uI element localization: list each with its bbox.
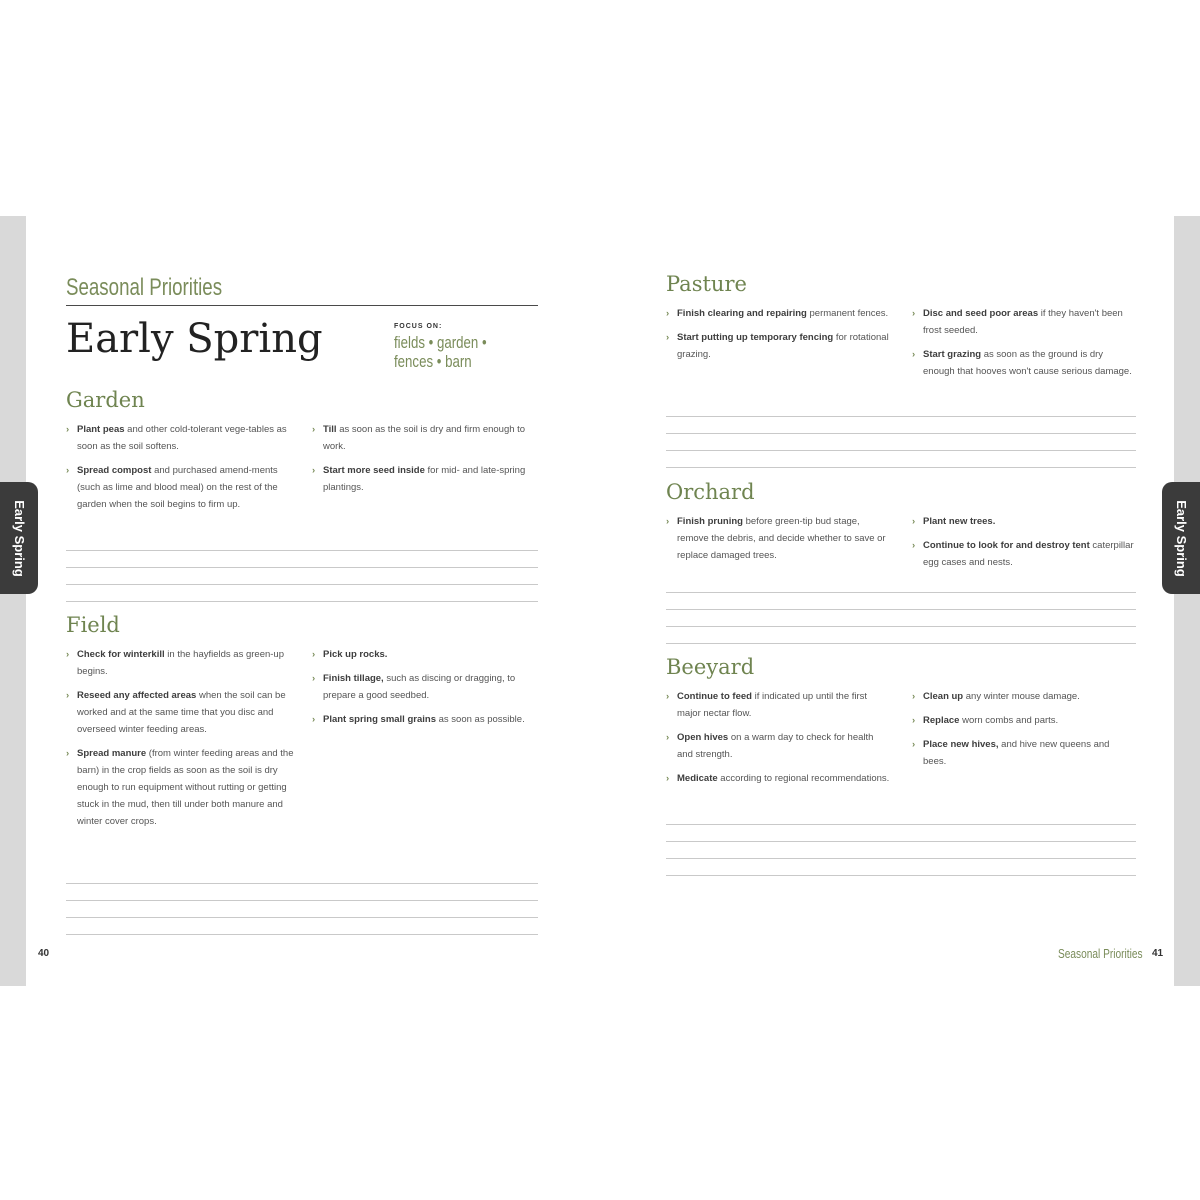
note-line: [66, 883, 538, 884]
list-item: › Continue to feed if indicated up until the first major nectar flow.: [666, 688, 891, 722]
garden-list-right: [312, 421, 530, 503]
list-item: › Spread compost and purchased amend-ments (such as lime and blood meal) on the rest of the garden when the soil begins to firm up.: [66, 462, 294, 513]
pasture-list-left: [666, 305, 891, 370]
note-line: [666, 875, 1136, 876]
section-tab-label: Early Spring: [11, 499, 27, 577]
footer-running-head: Seasonal Priorities: [1058, 946, 1143, 961]
list-item: › Start grazing as soon as the ground is dry enough that hooves won't cause serious damage.: [912, 346, 1134, 380]
orchard-list-right: [912, 513, 1134, 578]
beeyard-list-right: [912, 688, 1134, 777]
list-item: › Plant peas and other cold-tolerant vege-tables as soon as the soil softens.: [66, 421, 294, 455]
note-line: [66, 584, 538, 585]
note-line: [666, 450, 1136, 451]
note-line: [66, 567, 538, 568]
list-item: › Spread manure (from winter feeding areas and the barn) in the crop fields as soon as the soil is dry enough to run equipment without rutting or getting stuck in the mud, then till under both manure and winter cover crops.: [66, 745, 294, 830]
list-item: › Finish tillage, such as discing or dragging, to prepare a good seedbed.: [312, 670, 532, 704]
note-line: [66, 934, 538, 935]
note-line: [666, 824, 1136, 825]
section-tab-label: Early Spring: [1173, 499, 1189, 577]
note-line: [666, 433, 1136, 434]
section-heading-garden: Garden: [66, 388, 145, 412]
orchard-list-left: [666, 513, 891, 571]
note-line: [666, 609, 1136, 610]
list-item: › Medicate according to regional recommendations.: [666, 770, 891, 787]
list-item: › Finish pruning before green-tip bud stage, remove the debris, and decide whether to save or replace damaged trees.: [666, 513, 891, 564]
list-item: › Till as soon as the soil is dry and firm enough to work.: [312, 421, 530, 455]
list-item: › Disc and seed poor areas if they haven't been frost seeded.: [912, 305, 1134, 339]
list-item: › Start more seed inside for mid- and late-spring plantings.: [312, 462, 530, 496]
list-item: › Pick up rocks.: [312, 646, 532, 663]
pasture-list-right: [912, 305, 1134, 387]
note-line: [66, 550, 538, 551]
page-number-left: 40: [38, 948, 50, 959]
page-title: Early Spring: [66, 316, 323, 362]
right-section-tab: [1162, 482, 1200, 594]
list-item: › Plant spring small grains as soon as possible.: [312, 711, 532, 728]
note-line: [666, 858, 1136, 859]
field-list-right: [312, 646, 532, 735]
note-line: [666, 626, 1136, 627]
note-line: [666, 467, 1136, 468]
focus-box: [394, 323, 544, 371]
focus-line-2: fences • barn: [394, 352, 472, 371]
list-item: › Start putting up temporary fencing for rotational grazing.: [666, 329, 891, 363]
section-heading-beeyard: Beeyard: [666, 655, 755, 679]
section-heading-pasture: Pasture: [666, 272, 747, 296]
list-item: › Clean up any winter mouse damage.: [912, 688, 1134, 705]
note-line: [66, 917, 538, 918]
list-item: › Continue to look for and destroy tent caterpillar egg cases and nests.: [912, 537, 1134, 571]
note-line: [66, 601, 538, 602]
page-number-right: 41: [1152, 948, 1164, 959]
note-line: [66, 900, 538, 901]
running-head: Seasonal Priorities: [66, 274, 223, 301]
list-item: › Finish clearing and repairing permanent fences.: [666, 305, 891, 322]
list-item: › Check for winterkill in the hayfields as green-up begins.: [66, 646, 294, 680]
note-line: [666, 416, 1136, 417]
beeyard-list-left: [666, 688, 891, 794]
list-item: › Plant new trees.: [912, 513, 1134, 530]
section-heading-field: Field: [66, 613, 120, 637]
header-rule: [66, 305, 538, 306]
list-item: › Reseed any affected areas when the soil can be worked and at the same time that you disc and overseed winter feeding areas.: [66, 687, 294, 738]
list-item: › Place new hives, and hive new queens and bees.: [912, 736, 1134, 770]
garden-list-left: [66, 421, 294, 520]
focus-items: [394, 333, 542, 371]
list-item: › Replace worn combs and parts.: [912, 712, 1134, 729]
focus-line-1: fields • garden •: [394, 333, 487, 352]
section-heading-orchard: Orchard: [666, 480, 755, 504]
field-list-left: [66, 646, 294, 837]
note-line: [666, 841, 1136, 842]
list-item: › Open hives on a warm day to check for health and strength.: [666, 729, 891, 763]
left-section-tab: [0, 482, 38, 594]
note-line: [666, 643, 1136, 644]
focus-label: FOCUS ON:: [394, 323, 443, 330]
note-line: [666, 592, 1136, 593]
